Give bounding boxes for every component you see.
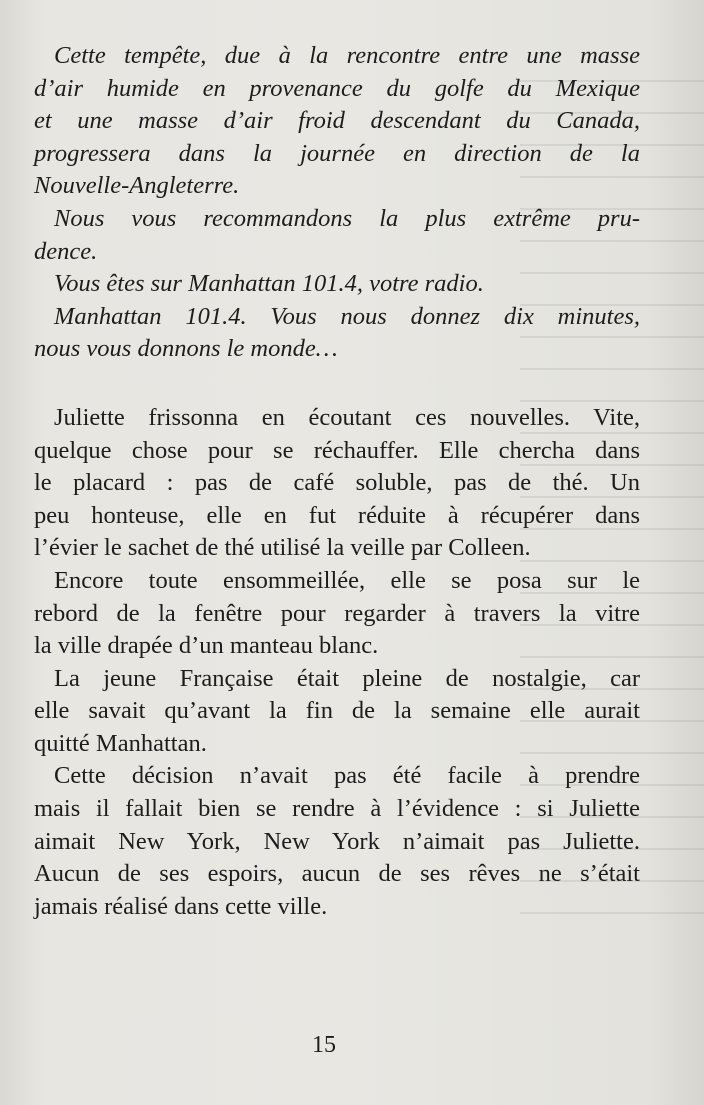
text-line: Nouvelle-Angleterre.	[34, 172, 240, 200]
narrative-paragraph-4	[34, 760, 640, 923]
bulletin-paragraph-4	[34, 301, 640, 366]
page-number: 15	[312, 1032, 336, 1058]
text-line: Encore toute ensommeillée, elle se posa sur le	[54, 566, 640, 594]
text-line: dence.	[34, 237, 98, 265]
text-line: nous vous donnons le monde…	[34, 335, 338, 363]
text-line: d’air humide en provenance du golfe du Mexique	[34, 74, 640, 102]
page-body-text	[34, 40, 640, 923]
narrative-paragraph-2	[34, 565, 640, 663]
text-line: le placard : pas de café soluble, pas de thé. Un	[34, 469, 640, 497]
bulletin-paragraph-1	[34, 40, 640, 203]
text-line: la ville drapée d’un manteau blanc.	[34, 632, 379, 660]
bulletin-paragraph-2	[34, 203, 640, 268]
text-line: quitté Manhattan.	[34, 729, 207, 757]
text-line: rebord de la fenêtre pour regarder à travers la vitre	[34, 599, 640, 627]
text-line: Vous êtes sur Manhattan 101.4, votre radio.	[54, 270, 484, 298]
text-line: Juliette frissonna en écoutant ces nouvelles. Vite,	[54, 403, 640, 431]
text-line: La jeune Française était pleine de nostalgie, car	[54, 664, 640, 692]
text-line: mais il fallait bien se rendre à l’évidence : si Juliette	[34, 795, 640, 823]
section-gap	[34, 366, 640, 402]
text-line: elle savait qu’avant la fin de la semaine elle aurait	[34, 697, 640, 725]
text-line: et une masse d’air froid descendant du Canada,	[34, 107, 640, 135]
radio-bulletin	[34, 40, 640, 366]
text-line: Cette décision n’avait pas été facile à prendre	[54, 762, 640, 790]
text-line: jamais réalisé dans cette ville.	[34, 892, 328, 920]
text-line: Nous vous recommandons la plus extrême pru-	[54, 204, 640, 232]
narrative-paragraph-3	[34, 663, 640, 761]
narrative-paragraph-1	[34, 402, 640, 565]
text-line: Cette tempête, due à la rencontre entre une masse	[54, 42, 640, 69]
text-line: Manhattan 101.4. Vous nous donnez dix minutes,	[54, 302, 640, 330]
narrative	[34, 402, 640, 924]
text-line: quelque chose pour se réchauffer. Elle chercha dans	[34, 436, 640, 464]
text-line: l’évier le sachet de thé utilisé la veille par Colleen.	[34, 534, 531, 562]
text-line: peu honteuse, elle en fut réduite à récupérer dans	[34, 501, 640, 529]
text-line: aimait New York, New York n’aimait pas Juliette.	[34, 827, 640, 855]
text-line: progressera dans la journée en direction de la	[34, 139, 640, 167]
bulletin-paragraph-3	[34, 268, 640, 301]
text-line: Aucun de ses espoirs, aucun de ses rêves ne s’était	[34, 860, 640, 888]
